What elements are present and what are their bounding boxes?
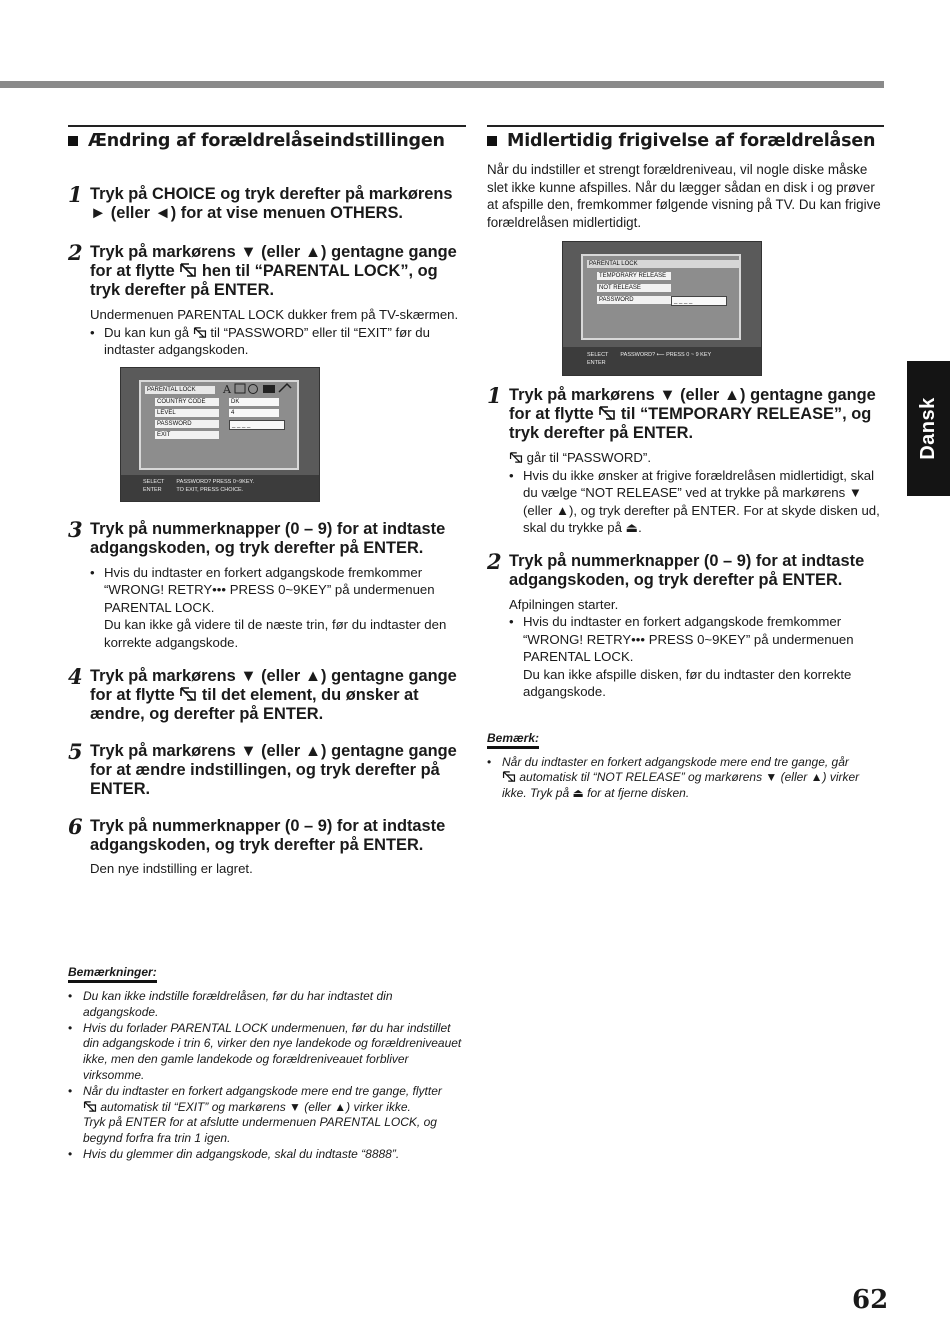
step-title: Tryk på nummerknapper (0 – 9) for at indtaste adgangskoden, og tryk derefter på ENTER. [509, 551, 865, 589]
screen-value: DK [229, 398, 279, 406]
left-section-heading [68, 125, 466, 151]
screen-value: 4 [229, 409, 279, 417]
screen-menu-title: PARENTAL LOCK [587, 260, 741, 268]
screen-enter-label: ENTER [587, 360, 606, 366]
remark-heading: Bemærk: [487, 731, 539, 749]
step-title: Tryk på markørens ▼ (eller ▲) gentagne gange for at flytte hen til “PARENTAL LOCK”, og tryk derefter på ENTER. [90, 243, 457, 299]
step-title: Tryk på markørens ▼ (eller ▲) gentagne gange for at ændre indstillingen, og tryk derefter på ENTER. [90, 742, 457, 798]
right-step-1 [487, 383, 884, 537]
right-step-2 [487, 548, 884, 701]
step-number: 2 [68, 240, 83, 265]
step-number: 6 [68, 814, 83, 839]
step-2 [68, 240, 466, 502]
intro-paragraph: Når du indstiller et strengt forældreniveau, vil nogle diske måske slet ikke kunne afspilles. Når du lægger sådan en disk i og prøver at afspille den, fremkommer følgende visning på TV. Du kan frigive forældrelåsen midlertidigt. [487, 162, 881, 230]
remark-item: • Når du indtaster en forkert adgangskode mere end tre gange, går automatisk til “NOT RELEASE” og markørens ▼ (eller ▲) virker ikke. Tryk på ⏏ for at fjerne disken. [487, 754, 860, 801]
remark-item: • Hvis du glemmer din adgangskode, skal du indtaste “8888”. [68, 1146, 400, 1161]
step-number: 2 [487, 548, 502, 574]
square-bullet-icon [68, 136, 78, 146]
screen-row: PASSWORD [155, 420, 219, 428]
screen-menu-title: PARENTAL LOCK [145, 386, 215, 394]
right-heading-text: Midlertidig frigivelse af forældrelåsen [507, 131, 876, 151]
step-bullet: • Hvis du indtaster en forkert adgangskode fremkommer “WRONG! RETRY••• PRESS 0~9KEY” på undermenuen PARENTAL LOCK. Du kan ikke gå videre til de næste trin, før du indtaster den korrekte adgangskode. [90, 564, 447, 650]
step-5 [68, 739, 466, 799]
remark-item: • Når du indtaster en forkert adgangskode mere end tre gange, flytter automatisk til “EXIT” og markørens ▼ (eller ▲) virker ikke. Tryk på ENTER for at afslutte undermenuen PARENTAL LOCK, og begynd forfra fra trin 1 igen. [68, 1083, 442, 1146]
screen-message: PASSWORD? ⟵ PRESS 0 ~ 9 KEY [620, 352, 712, 358]
step-title: Tryk på markørens ▼ (eller ▲) gentagne gange for at flytte til det element, du ønsker at ændre, og derefter på ENTER. [90, 667, 457, 723]
step-note: Undermenuen PARENTAL LOCK dukker frem på TV-skærmen. [90, 307, 459, 322]
step-bullet: • Hvis du indtaster en forkert adgangskode fremkommer “WRONG! RETRY••• PRESS 0~9KEY” på undermenuen PARENTAL LOCK. Du kan ikke afspille disken, før du indtaster den korrekte adgangskode. [509, 614, 854, 699]
screen-message: TO EXIT, PRESS CHOICE. [176, 486, 244, 493]
step-bullet: • Hvis du ikke ønsker at frigive forældrelåsen midlertidigt, skal du vælge “NOT RELEASE” ved at trykke på markørens ▼ (eller ▲), og tryk derefter på ENTER. For at skyde disken ud, skal du trykke på ⏏. [509, 467, 880, 535]
screen-select-label: SELECT [587, 352, 609, 358]
step-number: 4 [68, 664, 83, 689]
page-number: 62 [852, 1285, 889, 1315]
screen-enter-label: ENTER [143, 486, 162, 493]
screen-select-label: SELECT [143, 478, 165, 485]
screen-row: LEVEL [155, 409, 219, 417]
tv-screen-temporary-release [562, 241, 762, 376]
left-column [68, 125, 466, 878]
cursor-icon [193, 326, 207, 339]
left-heading-text: Ændring af forældrelåseindstillingen [88, 131, 445, 151]
step-bullet: • Du kan kun gå til “PASSWORD” eller til “EXIT” før du indtaster adgangskoden. [90, 324, 430, 357]
screen-row: PASSWORD [597, 296, 671, 304]
step-6 [68, 814, 466, 878]
left-remarks [68, 963, 468, 1163]
step-number: 5 [68, 739, 83, 764]
step-note: Den nye indstilling er lagret. [90, 861, 253, 876]
menu-icons [221, 382, 297, 394]
square-bullet-icon [487, 136, 497, 146]
screen-value: _ _ _ _ [229, 420, 285, 430]
remark-item: • Du kan ikke indstille forældrelåsen, før du har indtastet din adgangskode. [68, 989, 393, 1019]
step-number: 1 [487, 383, 502, 408]
screen-message: PASSWORD? PRESS 0~9KEY. [176, 478, 254, 485]
screen-row: TEMPORARY RELEASE [597, 272, 671, 280]
cursor-icon [83, 1100, 97, 1113]
cursor-icon [502, 770, 516, 783]
step-1 [68, 182, 466, 223]
remark-item: • Hvis du forlader PARENTAL LOCK undermenuen, før du har indstillet din adgangskode i trin 6, virker den nye landekode og forældreniveauet ikke, men den gamle landekode og forældreniveauet forbliver virksomme. [68, 1020, 462, 1082]
cursor-icon [598, 405, 616, 421]
top-rule [0, 81, 884, 88]
right-remark [487, 729, 884, 802]
screen-row: COUNTRY CODE [155, 398, 219, 406]
screen-row: EXIT [155, 431, 219, 439]
right-column [487, 125, 884, 802]
language-tab: Dansk [907, 361, 950, 496]
step-title: Tryk på CHOICE og tryk derefter på markørens ► (eller ◄) for at vise menuen OTHERS. [90, 185, 453, 222]
step-title: Tryk på nummerknapper (0 – 9) for at indtaste adgangskoden, og tryk derefter på ENTER. [90, 817, 446, 854]
step-4 [68, 664, 466, 724]
svg-text:A: A [223, 382, 231, 394]
cursor-icon [179, 686, 197, 702]
screen-row: NOT RELEASE [597, 284, 671, 292]
step-title: Tryk på markørens ▼ (eller ▲) gentagne gange for at flytte til “TEMPORARY RELEASE”, og tryk derefter på ENTER. [509, 386, 876, 442]
tv-screen-parental-lock [120, 367, 320, 502]
remarks-heading: Bemærkninger: [68, 965, 157, 983]
screen-value: _ _ _ _ [671, 296, 727, 306]
step-number: 3 [68, 516, 83, 542]
step-note: går til “PASSWORD”. [509, 449, 884, 467]
step-number: 1 [68, 182, 83, 207]
step-title: Tryk på nummerknapper (0 – 9) for at indtaste adgangskoden, og tryk derefter på ENTER. [90, 519, 446, 557]
step-note: Afpilningen starter. [509, 596, 619, 612]
right-section-heading [487, 125, 884, 151]
cursor-icon [509, 451, 523, 464]
step-3 [68, 516, 466, 652]
cursor-icon [179, 262, 197, 278]
